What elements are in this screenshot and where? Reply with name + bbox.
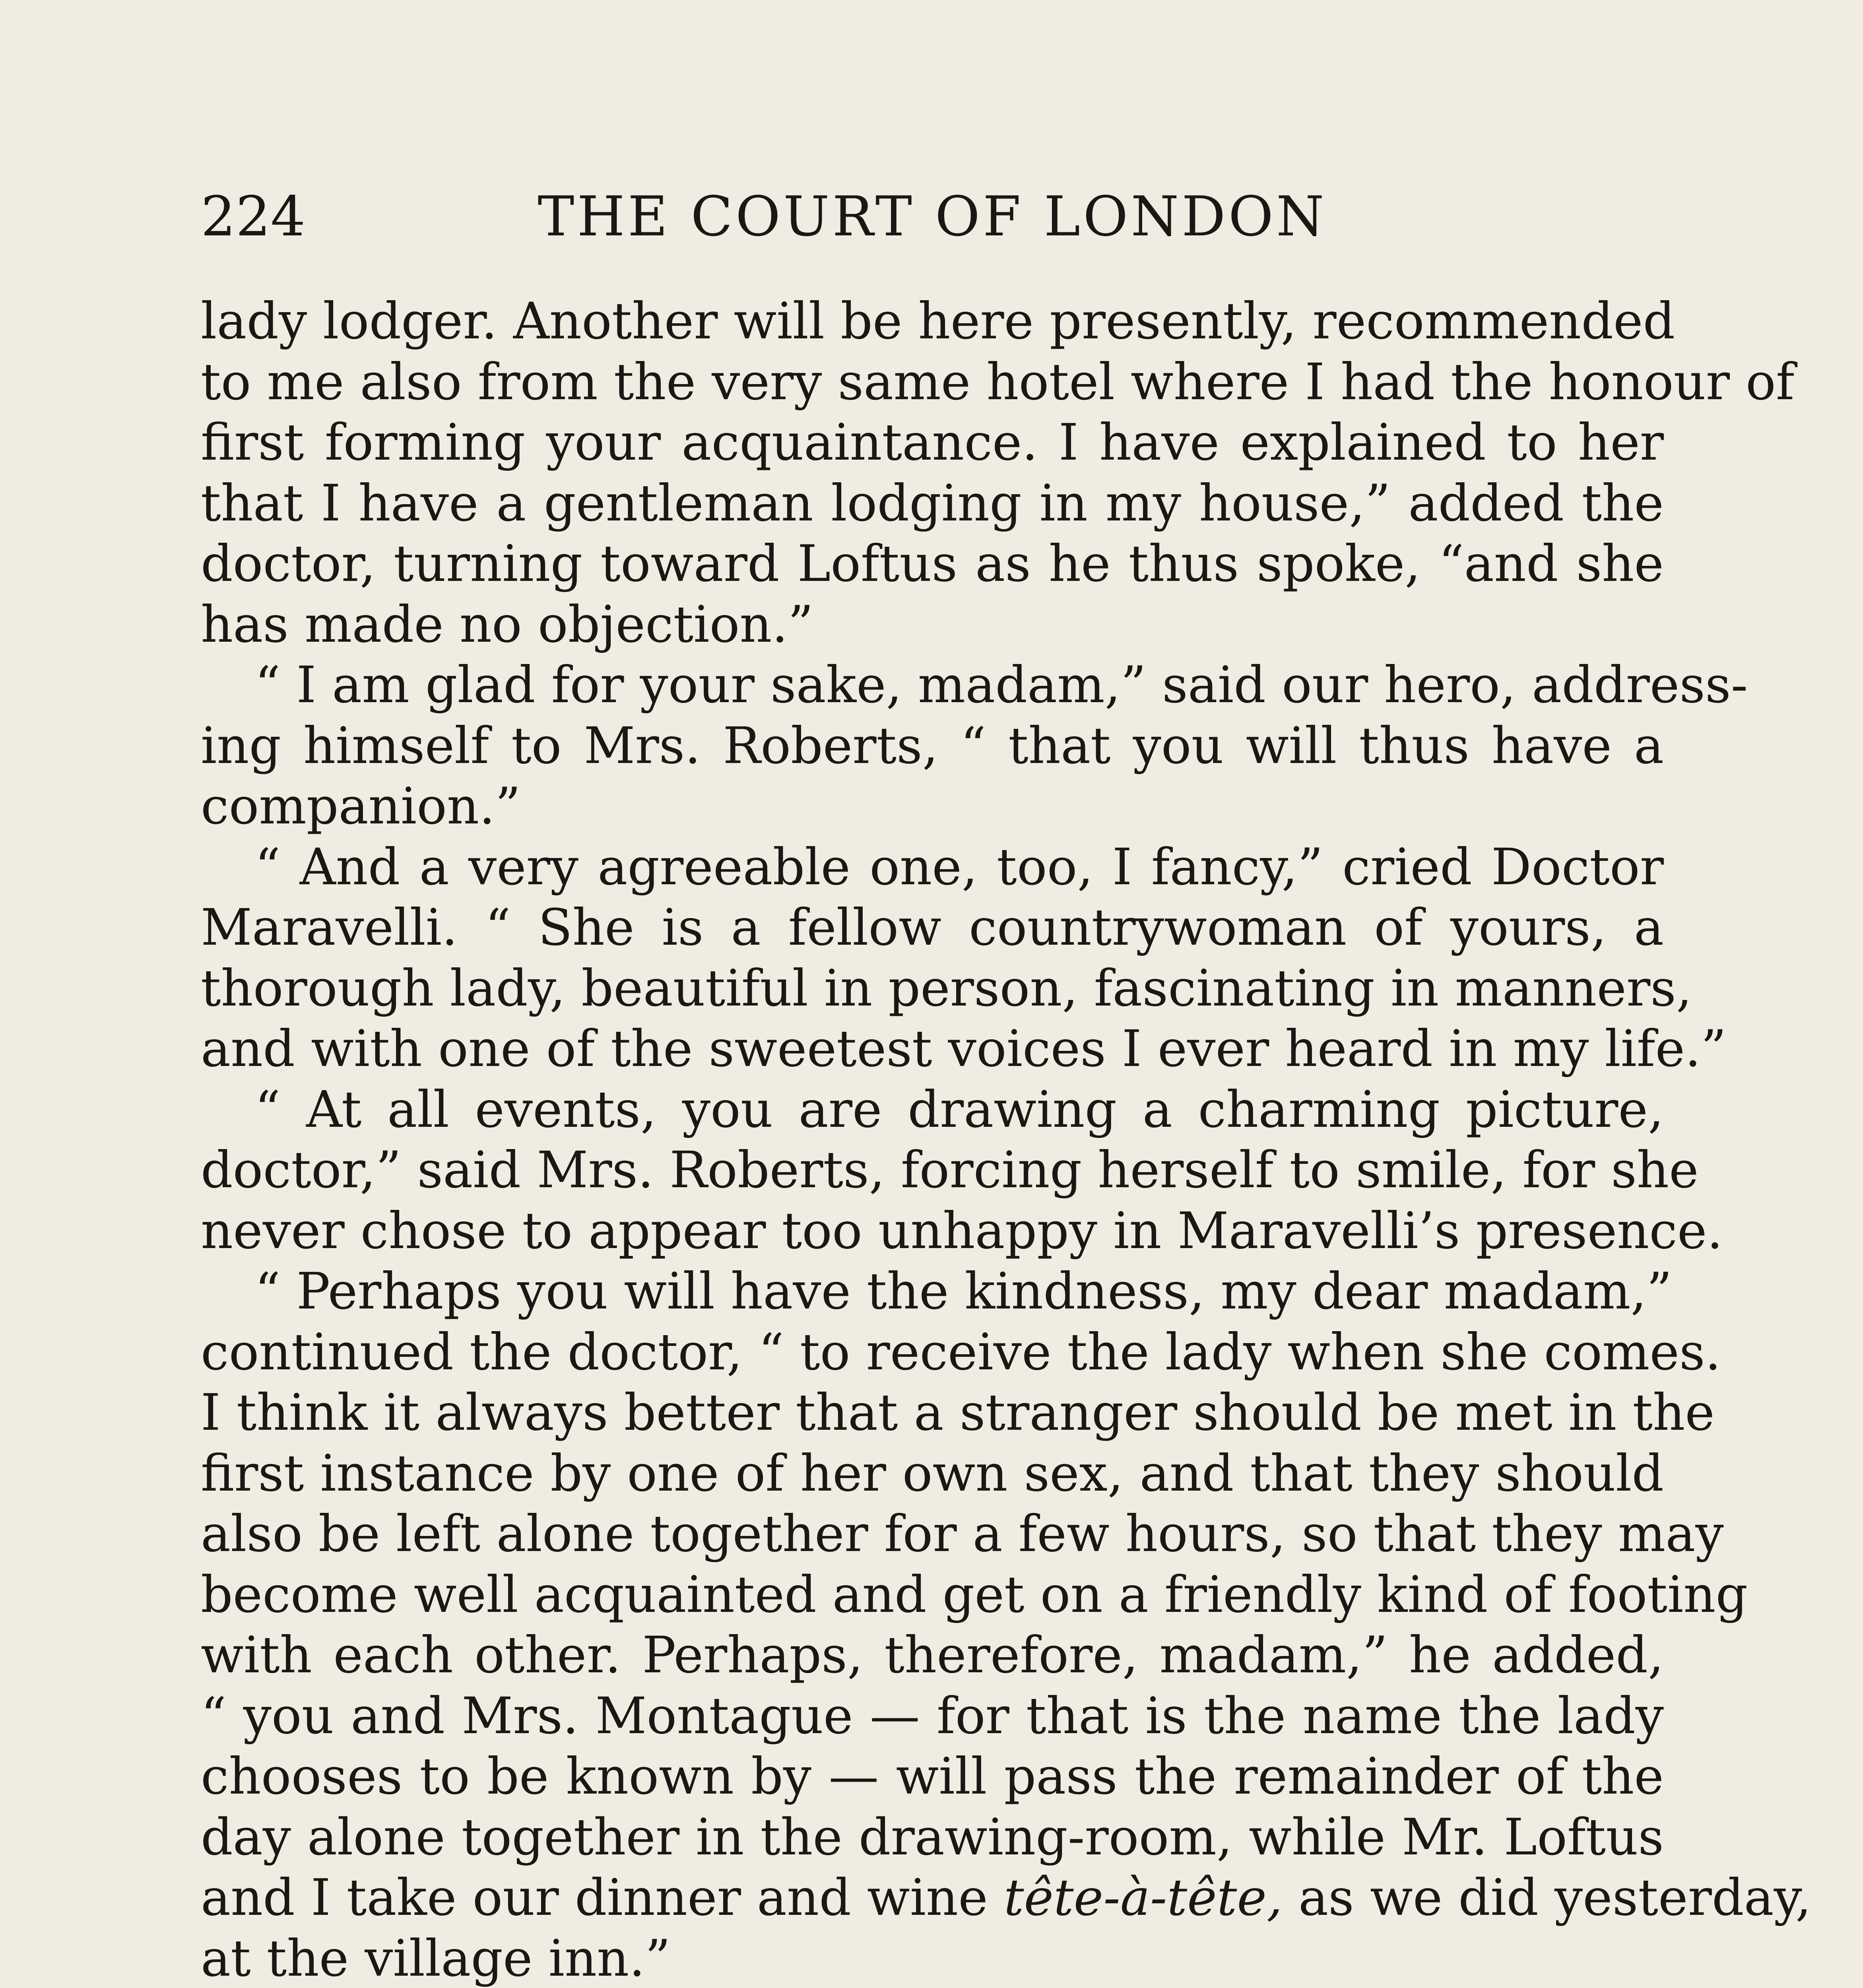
text-line: day alone together in the drawing-room, while Mr. Loftus: [201, 1807, 1664, 1866]
text-line: with each other. Perhaps, therefore, madam,” he added,: [201, 1626, 1664, 1684]
text-line: continued the doctor, “ to receive the lady when she comes.: [201, 1322, 1721, 1381]
text-line: and with one of the sweetest voices I ever heard in my life.”: [201, 1019, 1727, 1078]
text-segment: as we did yesterday,: [1282, 1868, 1812, 1927]
text-line: also be left alone together for a few hours, so that they may: [201, 1505, 1724, 1563]
text-line: become well acquainted and get on a friendly kind of footing: [201, 1565, 1748, 1624]
text-segment: and I take our dinner and wine: [201, 1868, 1004, 1927]
text-line: doctor,” said Mrs. Roberts, forcing herself to smile, for she: [201, 1141, 1699, 1199]
text-line: companion.”: [201, 777, 521, 835]
text-line: chooses to be known by — will pass the remainder of the: [201, 1747, 1664, 1806]
text-line: thorough lady, beautiful in person, fascinating in manners,: [201, 959, 1692, 1017]
text-line: doctor, turning toward Loftus as he thus spoke, “and she: [201, 534, 1664, 593]
paragraph-first-line: “ At all events, you are drawing a charming picture,: [255, 1080, 1664, 1139]
text-line-with-italic: [201, 1868, 1812, 1928]
text-line: to me also from the very same hotel where I had the honour of: [201, 352, 1795, 411]
text-line: has made no objection.”: [201, 595, 814, 654]
paragraph-first-line: “ Perhaps you will have the kindness, my dear madam,”: [255, 1262, 1672, 1320]
paragraph-first-line: “ And a very agreeable one, too, I fancy,” cried Doctor: [255, 837, 1664, 896]
running-title: THE COURT OF LONDON: [538, 184, 1327, 248]
text-line: that I have a gentleman lodging in my house,” added the: [201, 474, 1664, 532]
body-text: [201, 291, 1812, 1988]
text-line: ing himself to Mrs. Roberts, “ that you will thus have a: [201, 716, 1664, 775]
text-line: never chose to appear too unhappy in Maravelli’s presence.: [201, 1201, 1723, 1260]
text-line: first forming your acquaintance. I have explained to her: [201, 413, 1664, 472]
text-line: at the village inn.”: [201, 1929, 671, 1988]
paragraph-first-line: “ I am glad for your sake, madam,” said our hero, address-: [255, 656, 1748, 714]
text-line: lady lodger. Another will be here presently, recommended: [201, 292, 1675, 350]
running-head: [201, 175, 1664, 258]
page-number: 224: [201, 184, 306, 248]
text-line: I think it always better that a stranger should be met in the: [201, 1383, 1715, 1442]
italic-phrase: tête-à-tête,: [1003, 1868, 1283, 1927]
text-line: “ you and Mrs. Montague — for that is the name the lady: [201, 1686, 1664, 1745]
text-line: Maravelli. “ She is a fellow countrywoman of yours, a: [201, 898, 1664, 957]
text-line: first instance by one of her own sex, and that they should: [201, 1444, 1664, 1503]
